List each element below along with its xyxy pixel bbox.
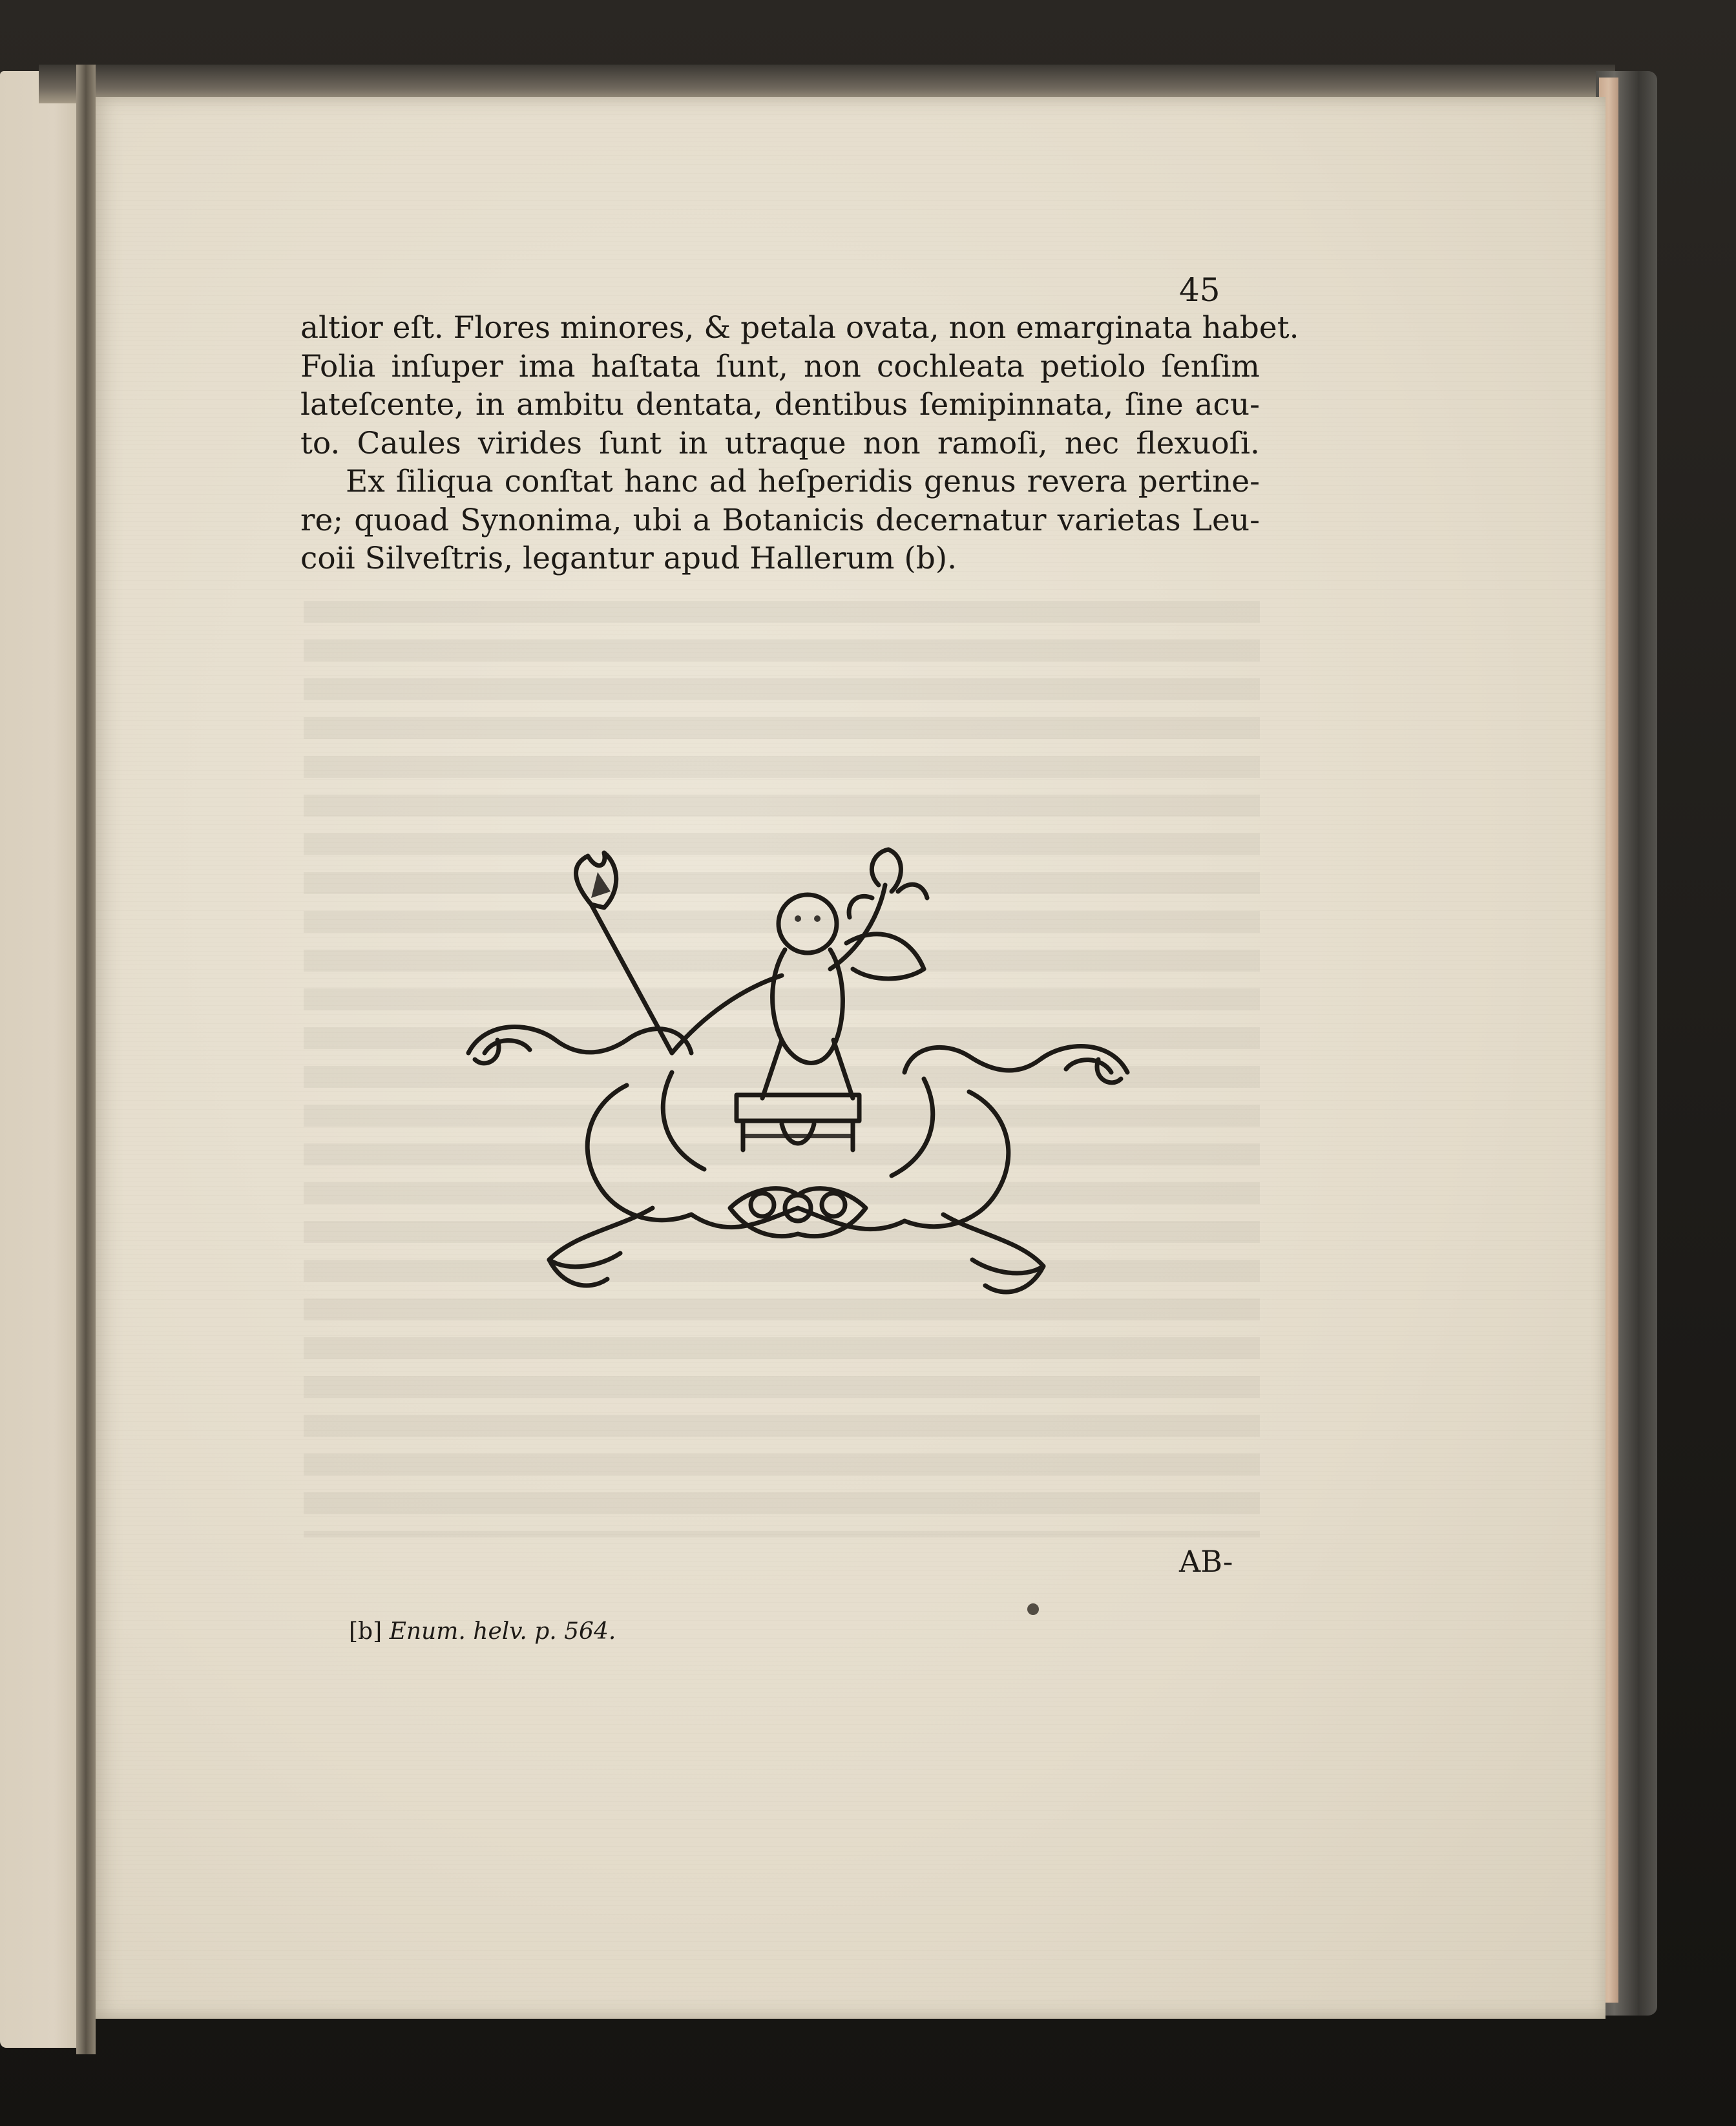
text-line: Folia inſuper ima haſtata ſunt, non cochleata petiolo ſenſim <box>300 348 1260 384</box>
text-line: lateſcente, in ambitu dentata, dentibus ſemipinnata, ſine acu- <box>300 387 1260 422</box>
page-number: 45 <box>1179 271 1220 309</box>
catchword: AB- <box>1179 1544 1233 1579</box>
cherub-cartouche-ornament-icon <box>459 846 1137 1311</box>
footnote-mark: [b] <box>349 1618 382 1645</box>
body-text <box>300 309 1299 578</box>
footnote-text: Enum. helv. p. 564. <box>389 1618 616 1645</box>
book-gutter <box>76 65 96 2054</box>
footnote <box>349 1618 616 1645</box>
text-line: re; quoad Synonima, ubi a Botanicis decernatur varietas Leu- <box>300 502 1260 538</box>
text-line: Ex ſiliqua conſtat hanc ad heſperidis genus revera pertine- <box>346 464 1260 499</box>
text-line: altior eſt. Flores minores, & petala ovata, non emarginata habet. <box>300 310 1299 346</box>
text-line: coii Silveſtris, legantur apud Hallerum (b). <box>300 541 957 576</box>
ink-speck <box>1027 1603 1039 1615</box>
text-line: to. Caules virides ſunt in utraque non ramoſi, nec flexuoſi. <box>300 425 1260 461</box>
